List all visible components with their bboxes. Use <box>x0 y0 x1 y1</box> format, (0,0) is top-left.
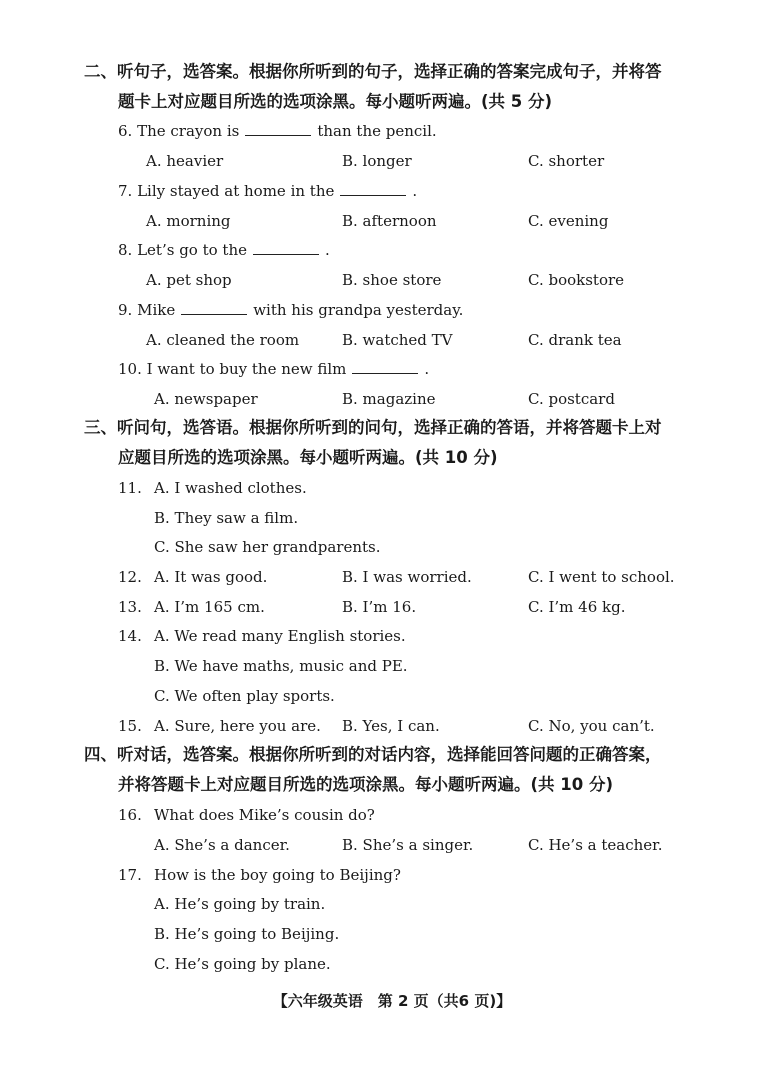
question-number: 7. <box>118 182 133 200</box>
option-a: A. He’s going by train. <box>154 895 326 913</box>
option-a: A. pet shop <box>146 271 232 289</box>
question-number: 15. <box>118 717 142 735</box>
option-c: C. evening <box>528 212 609 230</box>
question-text-before: The crayon is <box>137 122 240 140</box>
answer-blank <box>352 359 418 374</box>
question-text-before: Lily stayed at home in the <box>137 182 335 200</box>
question-number: 12. <box>118 568 142 586</box>
option-a: A. newspaper <box>154 390 258 408</box>
option-c: C. I went to school. <box>528 568 675 586</box>
option-a: A. She’s a dancer. <box>154 836 290 854</box>
page-footer: 【六年级英语 第 2 页（共6 页)】 <box>272 992 512 1010</box>
option-b: B. We have maths, music and PE. <box>154 657 408 675</box>
question-number: 14. <box>118 627 142 645</box>
option-a: A. I’m 165 cm. <box>154 598 265 616</box>
question-text-before: Mike <box>137 301 176 319</box>
question-number: 17. <box>118 866 142 884</box>
option-b: B. shoe store <box>342 271 442 289</box>
option-b: B. I was worried. <box>342 568 472 586</box>
answer-blank <box>340 181 406 196</box>
option-b: B. They saw a film. <box>154 509 299 527</box>
section4-title-line1: 四、听对话，选答案。根据你所听到的对话内容，选择能回答问题的正确答案， <box>84 745 662 764</box>
question-number: 9. <box>118 301 133 319</box>
question-6 <box>118 121 437 141</box>
question-number: 13. <box>118 598 142 616</box>
option-b: B. Yes, I can. <box>342 717 440 735</box>
option-c: C. drank tea <box>528 331 622 349</box>
option-a: A. It was good. <box>154 568 268 586</box>
section2-title-line2: 题卡上对应题目所选的选项涂黑。每小题听两遍。(共 5 分) <box>118 92 553 111</box>
option-c: C. I’m 46 kg. <box>528 598 626 616</box>
question-text-after: with his grandpa yesterday. <box>253 301 464 319</box>
section4-title-line2: 并将答题卡上对应题目所选的选项涂黑。每小题听两遍。(共 10 分) <box>118 775 614 794</box>
question-text: How is the boy going to Beijing? <box>154 866 401 884</box>
option-c: C. She saw her grandparents. <box>154 538 381 556</box>
option-c: C. shorter <box>528 152 605 170</box>
question-number: 11. <box>118 479 142 497</box>
option-a: A. We read many English stories. <box>154 627 406 645</box>
section3-title-line2: 应题目所选的选项涂黑。每小题听两遍。(共 10 分) <box>118 448 498 467</box>
option-a: A. morning <box>146 212 231 230</box>
option-c: C. bookstore <box>528 271 625 289</box>
option-b: B. afternoon <box>342 212 437 230</box>
answer-blank <box>253 240 319 255</box>
option-b: B. He’s going to Beijing. <box>154 925 340 943</box>
question-text-after: than the pencil. <box>317 122 437 140</box>
option-b: B. She’s a singer. <box>342 836 474 854</box>
question-text-before: Let’s go to the <box>137 241 247 259</box>
question-9 <box>118 300 463 320</box>
question-8 <box>118 240 330 260</box>
answer-blank <box>181 300 247 315</box>
question-number: 8. <box>118 241 133 259</box>
option-a: A. cleaned the room <box>146 331 300 349</box>
question-text-before: I want to buy the new film <box>146 360 347 378</box>
question-number: 10. <box>118 360 142 378</box>
question-10 <box>118 359 429 379</box>
option-b: B. watched TV <box>342 331 453 349</box>
section2-title-line1: 二、听句子，选答案。根据你所听到的句子，选择正确的答案完成句子，并将答 <box>84 62 662 81</box>
option-c: C. No, you can’t. <box>528 717 655 735</box>
question-number: 6. <box>118 122 133 140</box>
option-a: A. heavier <box>146 152 224 170</box>
option-c: C. postcard <box>528 390 615 408</box>
option-b: B. magazine <box>342 390 436 408</box>
question-text: What does Mike’s cousin do? <box>154 806 375 824</box>
question-text-after: . <box>424 360 430 378</box>
option-b: B. I’m 16. <box>342 598 417 616</box>
option-a: A. Sure, here you are. <box>154 717 321 735</box>
option-b: B. longer <box>342 152 412 170</box>
option-c: C. He’s going by plane. <box>154 955 331 973</box>
question-text-after: . <box>325 241 330 259</box>
question-number: 16. <box>118 806 142 824</box>
option-a: A. I washed clothes. <box>154 479 307 497</box>
section3-title-line1: 三、听问句，选答语。根据你所听到的问句，选择正确的答语，并将答题卡上对 <box>84 418 662 437</box>
question-7 <box>118 181 417 201</box>
option-c: C. We often play sports. <box>154 687 335 705</box>
question-text-after: . <box>412 182 418 200</box>
option-c: C. He’s a teacher. <box>528 836 663 854</box>
answer-blank <box>245 121 311 136</box>
